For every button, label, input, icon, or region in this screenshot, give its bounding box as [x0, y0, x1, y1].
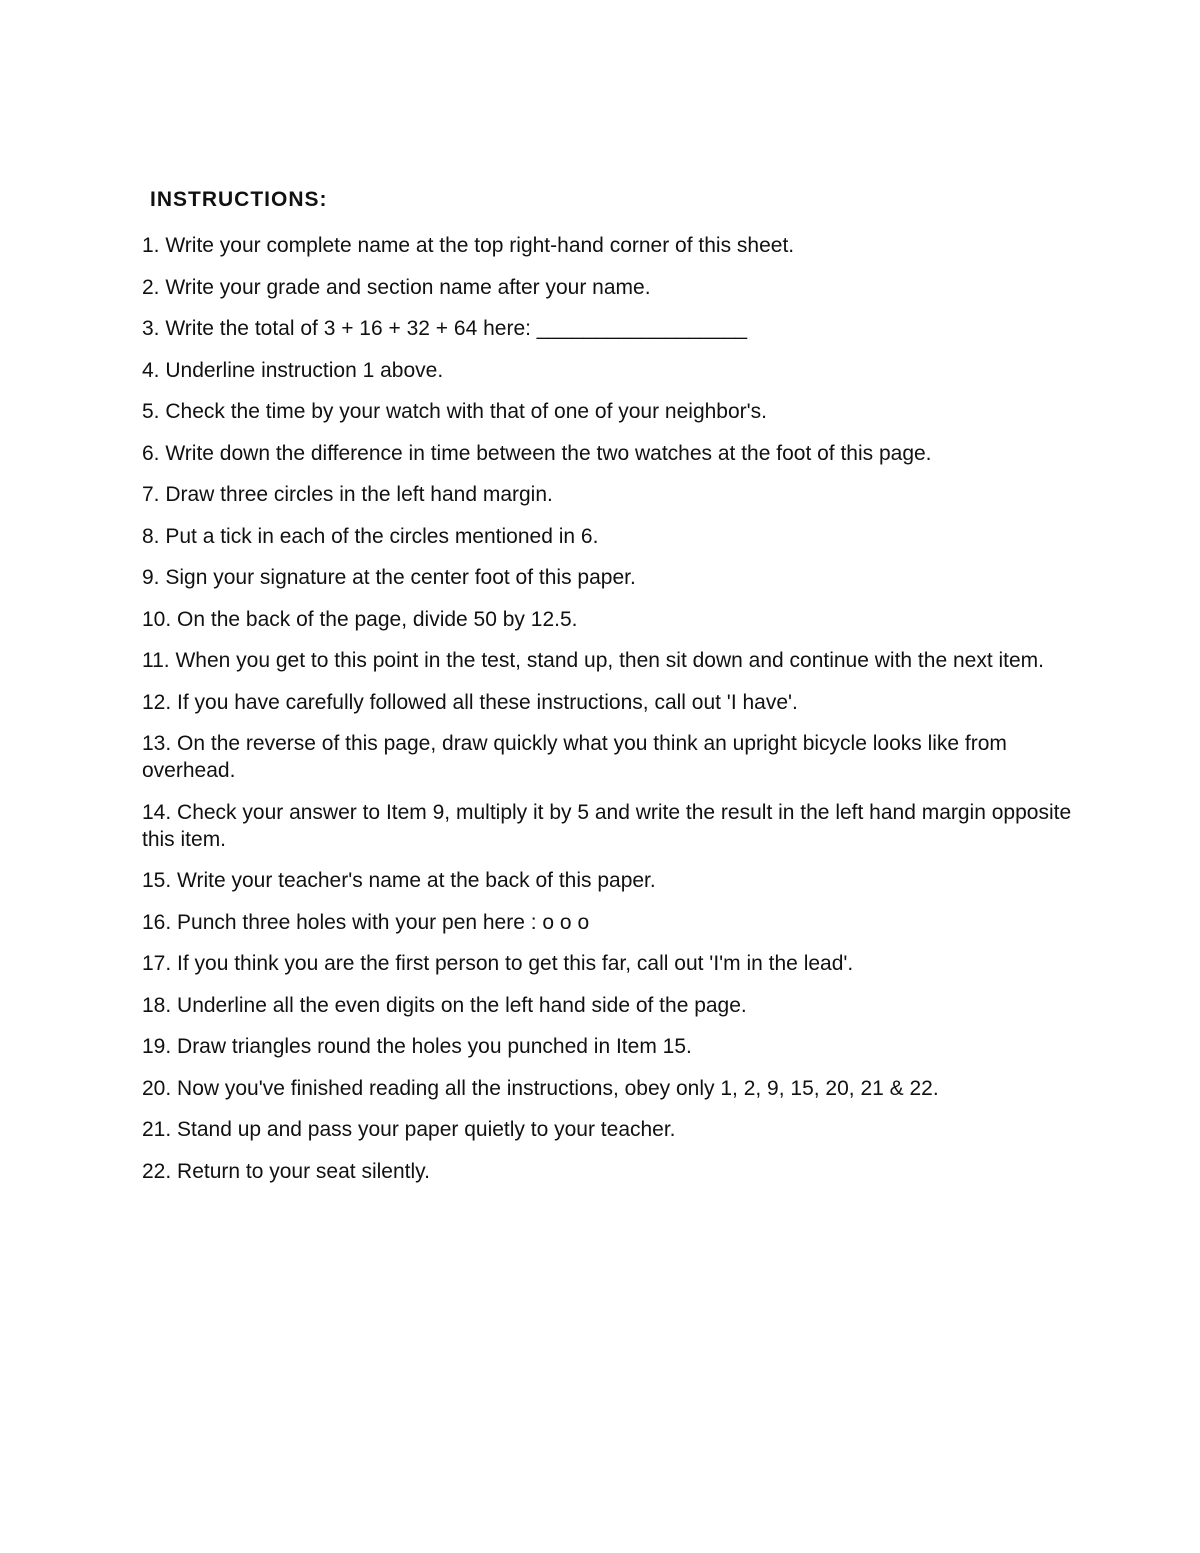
instruction-item: 14. Check your answer to Item 9, multiply it by 5 and write the result in the left hand margin opposite this item. — [142, 800, 1072, 851]
instruction-item: 18. Underline all the even digits on the left hand side of the page. — [142, 993, 747, 1017]
instruction-item: 19. Draw triangles round the holes you punched in Item 15. — [142, 1035, 692, 1058]
instruction-item: 9. Sign your signature at the center foot of this paper. — [142, 566, 636, 589]
instructions-list — [142, 232, 1072, 1199]
instruction-item: 16. Punch three holes with your pen here : o o o — [142, 910, 590, 934]
instruction-item: 12. If you have carefully followed all these instructions, call out 'I have'. — [142, 690, 798, 714]
instruction-item: 8. Put a tick in each of the circles mentioned in 6. — [142, 524, 599, 548]
instruction-item: 4. Underline instruction 1 above. — [142, 358, 444, 382]
instruction-item: 7. Draw three circles in the left hand margin. — [142, 483, 553, 506]
instruction-item: 5. Check the time by your watch with that of one of your neighbor's. — [142, 400, 768, 423]
instruction-item: 13. On the reverse of this page, draw quickly what you think an upright bicycle looks like from overhead. — [142, 732, 1007, 782]
instruction-item: 2. Write your grade and section name after your name. — [142, 275, 651, 299]
instruction-item: 20. Now you've finished reading all the instructions, obey only 1, 2, 9, 15, 20, 21 & 22. — [142, 1076, 939, 1100]
instructions-heading: INSTRUCTIONS: — [150, 188, 328, 211]
instruction-item: 1. Write your complete name at the top right-hand corner of this sheet. — [142, 234, 795, 257]
instruction-item: 21. Stand up and pass your paper quietly to your teacher. — [142, 1118, 676, 1141]
instruction-item: 22. Return to your seat silently. — [142, 1159, 430, 1183]
instruction-item: 11. When you get to this point in the test, stand up, then sit down and continue with the next item. — [142, 649, 1044, 672]
instruction-item: 6. Write down the difference in time between the two watches at the foot of this page. — [142, 441, 932, 465]
instruction-item: 17. If you think you are the first person to get this far, call out 'I'm in the lead'. — [142, 952, 854, 975]
instruction-item: 3. Write the total of 3 + 16 + 32 + 64 here: __________________ — [142, 317, 748, 340]
instruction-item: 10. On the back of the page, divide 50 by 12.5. — [142, 607, 578, 631]
instruction-item: 15. Write your teacher's name at the back of this paper. — [142, 869, 656, 892]
